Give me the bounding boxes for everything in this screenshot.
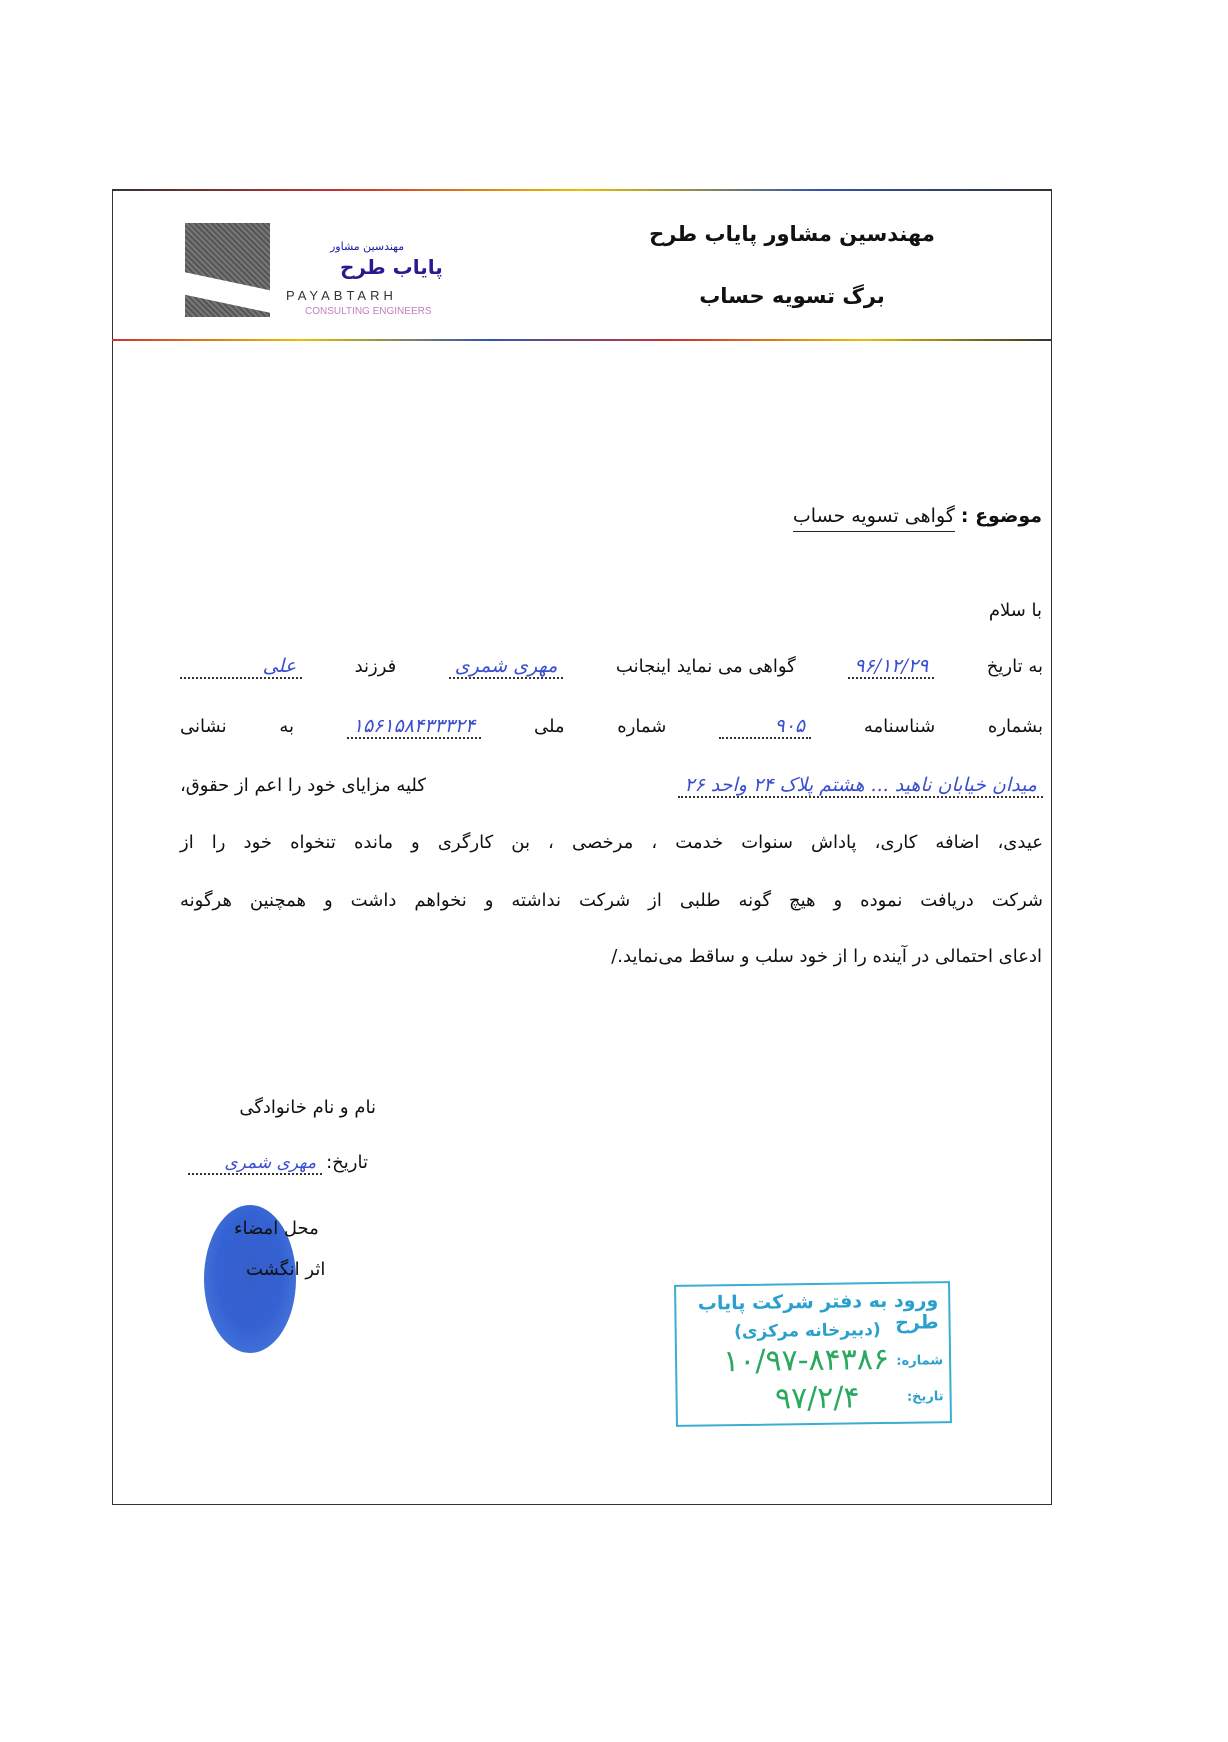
subject-label: موضوع : (960, 505, 1042, 527)
stamp-line-2: (دبیرخانه مرکزی) (733, 1320, 881, 1343)
text: فرزند (354, 656, 397, 677)
stamp-line-1: ورود به دفتر شرکت پایاب طرح (697, 1289, 939, 1334)
logo-fa-small: مهندسین مشاور (330, 240, 405, 253)
logo-fa-name: پایاب طرح (340, 255, 443, 279)
registry-stamp (674, 1281, 952, 1427)
stamp-date-label: تاریخ: (906, 1389, 944, 1405)
text: ملی (533, 716, 565, 737)
body-line-3 (180, 774, 1043, 798)
handwritten-id-number: ۹۰۵ (719, 715, 811, 739)
body-line-1 (180, 655, 1043, 679)
text: نشانی (180, 716, 227, 737)
name-label: نام و نام خانوادگی (239, 1097, 376, 1118)
stamp-date: ۹۷/۲/۴ (774, 1380, 860, 1417)
greeting: با سلام (988, 600, 1042, 621)
date-field (188, 1152, 368, 1175)
body-line-4: عیدی، اضافه کاری، پاداش سنوات خدمت ، مرخصی ، بن کارگری و مانده تنخواه خود را از (180, 832, 1043, 853)
handwritten-name: مهری شمری (449, 655, 564, 679)
logo-en-name: PAYABTARH (286, 288, 397, 303)
text: کلیه مزایای خود را اعم از حقوق، (180, 775, 426, 796)
body-line-6: ادعای احتمالی در آینده را از خود سلب و ساقط می‌نماید./ (611, 946, 1042, 967)
company-title: مهندسین مشاور پایاب طرح (649, 222, 935, 246)
text: به (279, 716, 295, 737)
text: شماره (617, 716, 667, 737)
text: گواهی می نماید اینجانب (615, 656, 796, 677)
form-title: برگ تسویه حساب (699, 284, 885, 308)
header-divider (112, 339, 1052, 341)
body-line-2 (180, 715, 1043, 739)
thumb-place-label: اثر انگشت (246, 1259, 326, 1280)
handwritten-national-id: ۱۵۶۱۵۸۴۳۳۳۲۴ (347, 715, 481, 739)
sign-place-label: محل امضاء (234, 1218, 319, 1239)
date-label: تاریخ: (326, 1152, 368, 1173)
subject-value: گواهی تسویه حساب (793, 505, 955, 532)
handwritten-date: ۹۶/۱۲/۲۹ (848, 655, 934, 679)
text: بشماره (987, 716, 1043, 737)
handwritten-address: میدان خیابان ناهید ... هشتم پلاک ۲۴ واحد ۲۶ (678, 774, 1043, 798)
handwritten-signature: مهری شمری (188, 1153, 322, 1175)
subject (793, 505, 1042, 527)
text: به تاریخ (986, 656, 1043, 677)
stamp-number: ۱۰/۹۷-۸۴۳۸۶ (722, 1341, 890, 1380)
stamp-number-label: شماره: (896, 1353, 944, 1369)
top-border (112, 189, 1052, 191)
logo-en-sub: CONSULTING ENGINEERS (305, 306, 432, 317)
text: شناسنامه (863, 716, 936, 737)
logo-mark (185, 223, 270, 317)
body-line-5: شرکت دریافت نموده و هیچ گونه طلبی از شرکت نداشته و نخواهم داشت و همچنین هرگونه (180, 890, 1043, 911)
handwritten-father-name: علی (180, 655, 302, 679)
